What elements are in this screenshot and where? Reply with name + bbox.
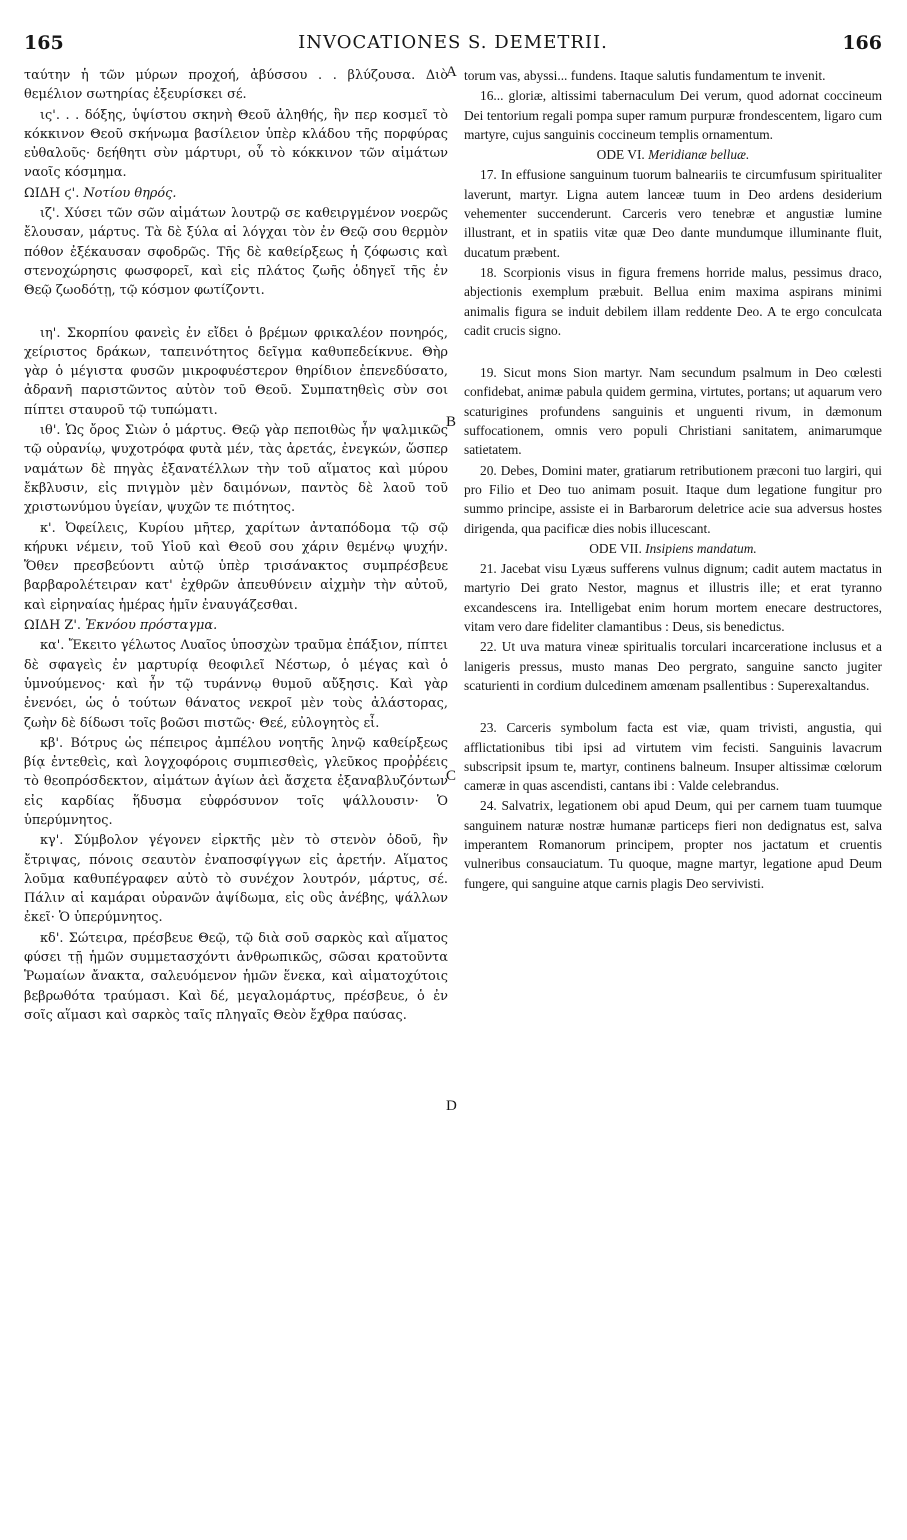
greek-para-16: ις'. . . δόξης, ὑψίστου σκηνὴ Θεοῦ ἀληθής, ἣν περ κοσμεῖ τὸ κόκκινον Θεοῦ σκήνωμα βασίλειον ὑπὲρ κλάδου τῆς πορφύρας εὐθαλοῦς· δεήθητι σὺν μάρτυρι, οὗ τὸ κόκκινον τῶν αἱμάτων ναοῖς κόσμημα. [24,107,448,181]
latin-para-17: 17. In effusione sanguinum tuorum balneariis te circumfusum spiritualiter laverunt, martyr. Ligna autem lanceæ tuum in Deo ardens desiderium vehementer succenderunt. Carceris vero tenebræ et angustiæ lumine illustrant, et in spatiis vitæ quæ Deo dante mundumque illuminante fluit, ducatum præbent. [464,167,882,260]
greek-ode-7-heading [24,616,448,635]
margin-marker-c: C [446,768,457,784]
latin-para-16: 16... gloriæ, altissimi tabernaculum Dei verum, quod adornat coccineum Dei tentorium regali pompa super ramum purpuræ frondescentem, ligaro cum martyre, cujus sanguinis coccineum templis ornamentum. [464,88,882,142]
greek-ode-7-title: ΩΙΔΗ Ζ'. [24,618,82,634]
latin-ode-7-heading [464,539,882,558]
latin-ode-7-subtitle: Insipiens mandatum. [645,540,757,556]
greek-para-18: ιη'. Σκορπίου φανεὶς ἐν εἴδει ὁ βρέμων φρικαλέον πονηρός, χείριστος δράκων, ταπεινότητος δεῖγμα καθυπεδείκνυε. Θὴρ γὰρ ὁ μέγιστα φυσῶν μικροφυέστερον θηρίδιον ἐπενεδύσατο, ἀδρανῆ παριστῶντος αὐτὸν τοῦ Θεοῦ. Συμπατηθεὶς σὺν σοι πίπτει σταυροῦ τῷ τυπώματι. [24,325,448,418]
latin-para-23: 23. Carceris symbolum facta est viæ, quam trivisti, angustia, qui afflictationibus tibi ipsi ad virtutem vim fecisti. Sanguinis lavacrum subscripsit ipsum te, martyr, continens balneum. Insuper altissimæ cœlorum cameræ in quas ascendisti, cantans ibi : Valde celebrandus. [464,720,882,794]
page-number-right: 166 [842,32,882,54]
greek-para-20: κ'. Ὀφείλεις, Κυρίου μῆτερ, χαρίτων ἀνταπόδομα τῷ σῷ κήρυκι νέμειν, τοῦ Υἱοῦ καὶ Θεοῦ σου χάριν θεμένῳ ψυχήν. Ὅθεν πρεσβεύοντι αὐτῷ ὑπὲρ τρισάνακτος συμπρέσβευε βαρβαρολέτειραν κατ' ἐχθρῶν ἀπευθύνειν αἰχμὴν τὴν αὐτοῦ, καὶ εἰρηναίας ἡμέρας ἡμῖν ἐναυγάζεσθαι. [24,520,448,613]
greek-para-21: κα'. Ἔκειτο γέλωτος Λυαῖος ὑποσχὼν τραῦμα ἐπάξιον, πίπτει δὲ σφαγεὶς ἐν μαρτυρίᾳ θεοφιλεῖ Νέστωρ, ὁ μέγας καὶ ὁ ὑμνούμενος· καὶ ἦν τῷ τυράννῳ θυμοῦ αὔξησις. Καὶ γὰρ ἐνενόει, ὡς ὁ τούτων θάνατος νεκροῖ μὲν τοὺς ἀλάστορας, ζωὴν δὲ δίδωσι τοῖς βοῶσι πιστῶς· Θεέ, εὐλογητὸς εἶ. [24,638,448,731]
running-title: INVOCATIONES S. DEMETRII. [298,32,608,53]
latin-para-19: 19. Sicut mons Sion martyr. Nam secundum psalmum in Deo cœlesti confidebat, animæ pabula quidem germina, virtutes, portans; ut aquarum vero scaturigines profundens sanguinis et unguenti rivum, in dæmonum suffocationem, omnis vero populi Christiani sanitatem, animarumque satietatem. [464,365,882,458]
latin-ode-6-title: ODE VI. [596,147,645,163]
greek-ode-6-heading [24,184,448,203]
latin-column [464,66,882,894]
greek-column [24,66,448,1026]
greek-para-24: κδ'. Σώτειρα, πρέσβευε Θεῷ, τῷ διὰ σοῦ σαρκὸς καὶ αἵματος φύσει τῇ ἡμῶν συμμετασχόντι ἀνθρωπικῶς, σῶσαι κρατοῦντα Ῥωμαίων ἄνακτα, σαλευόμενον ἡμῶν ἕνεκα, καὶ αἱματοχύτοις βεβρωθότα τραύμασι. Καὶ δέ, μεγαλομάρτυς, πρέσβευε, ὁ ἐν σοῖς αἵμασι καὶ σαρκὸς ταῖς πληγαῖς Θεὸν ἔχθρα παύσας. [24,930,448,1023]
greek-ode-6-title: ΩΙΔΗ ϛ'. [24,185,80,201]
latin-para-24: 24. Salvatrix, legationem obi apud Deum, qui per carnem tuam tuumque sanguinem naturæ nostræ humanæ particeps fieri non dedignatus est, salva imperantem Romanorum principem, propter nos jactatum et cruentis vulneribus consauciatum. Tu quoque, magne martyr, legatione apud Deum fungere, qui sanguine atque carnis plagis Deo servivisti. [464,798,882,891]
latin-ode-6-heading [464,145,882,164]
running-header [24,32,882,58]
latin-para-0: torum vas, abyssi... fundens. Itaque salutis fundamentum te invenit. [464,68,826,83]
latin-ode-7-title: ODE VII. [589,540,642,556]
page-number-left: 165 [24,32,64,54]
greek-para-22: κβ'. Βότρυς ὡς πέπειρος ἀμπέλου νοητῆς ληνῷ καθείρξεως βίᾳ ἐντεθεὶς, καὶ λογχοφόροις συμπιεσθεὶς, γλεῦκος προῤῥέεις τὸ θεοπρόσδεκτον, αἱμάτων ἁγίων ἀεὶ ἄσχετα ἐξαναβλυζόντων εἰς καρδίας ἥδυσμα εὐφρόσυνον τοῖς ψάλλουσιν· Ὁ ὑπερύμνητος. [24,735,448,828]
greek-para-0: ταύτην ἡ τῶν μύρων προχοή, ἀβύσσου . . βλύζουσα. Διὸ θεμέλιον σωτηρίας ἐξευρίσκει σέ. [24,68,448,103]
margin-marker-b: B [446,414,457,430]
greek-para-23: κγ'. Σύμβολον γέγονεν εἱρκτῆς μὲν τὸ στενὸν ὁδοῦ, ἣν ἔτριψας, πόνοις σεαυτὸν ἐναποσφίγγων εἰς ἀρετήν. Αἵματος λοῦμα καθυπέγραφεν αὐτὸ τὸ συνέχον λουτρόν, μάρτυς, σέ. Πάλιν αἱ καμάραι οὐρανῶν ἀψίδωμα, εἰς οὓς ἀνέβης, ψάλλων ἐκεῖ· Ὁ ὑπερύμνητος. [24,833,448,926]
latin-para-18: 18. Scorpionis visus in figura fremens horride malus, pessimus draco, abjectionis exemplum præbuit. Bellua enim maxima aspirans minimi animalis figura se induit debilem illam reddente Deo. A te ergo conculcata cadit crucis signo. [464,264,882,338]
greek-ode-6-subtitle: Νοτίου θηρός. [83,185,177,201]
greek-para-17: ιζ'. Χύσει τῶν σῶν αἱμάτων λουτρῷ σε καθειργμένον νοερῶς ἔλουσαν, μάρτυς. Τὰ δὲ ξύλα αἱ λόγχαι τὸν ἐν Θεῷ σου θερμὸν πόθον ἐξέκαυσαν σφοδρῶς. Τῆς δὲ καθείρξεως ἡ ζόφωσις καὶ στενοχώρησις φωσφορεῖ, καὶ εἰς πλάτος ζωῆς ὁδηγεῖ τῆς ἐν Θεῷ ζωοδότῃ, τῷ κόσμον φωτίζοντι. [24,206,448,299]
margin-marker-a: A [446,64,457,80]
greek-para-19: ιθ'. Ὡς ὄρος Σιὼν ὁ μάρτυς. Θεῷ γὰρ πεποιθὼς ἦν ψαλμικῶς τῷ οὐρανίῳ, ψυχοτρόφα φυτὰ μέν, τὰς ἀρετάς, ἐνεγκών, ὥσπερ ναμάτων δὲ πηγὰς ἐξανατέλλων τὴν τοῦ αἵματος καὶ μύρου ἔκβλυσιν, εἰς πνιγμὸν μὲν δαιμόνων, παντὸς δὲ λαοῦ τοῦ χριστωνύμου ὑγείαν, ψυχῶν τε πιότητος. [24,423,448,516]
latin-para-20: 20. Debes, Domini mater, gratiarum retributionem præconi tuo largiri, qui pro Filio et Deo tuo animam posuit. Itaque dum legatione fungitur pro summo principe, assiste ei in Barbarorum deletrice acie sua adversus hostes dirigenda, qua pacificæ dies nobis illucescant. [464,462,882,536]
latin-ode-6-subtitle: Meridianæ belluæ. [648,147,750,163]
margin-marker-d: D [446,1098,457,1114]
latin-para-22: 22. Ut uva matura vineæ spiritualis torculari incarceratione inclusus et a lanigeris pressus, musto manas Deo pergrato, sanguine sancto jugiter scaturienti in cordium dulcedinem amœnam psallentibus : Superexaltandus. [464,639,882,693]
greek-ode-7-subtitle: Ἐκνόου πρόσταγμα. [85,618,218,634]
latin-para-21: 21. Jacebat visu Lyæus sufferens vulnus dignum; cadit autem mactatus in martyrio Dei grato Nestor, magnus et illustris ille; et erat tyranno excandescens ira. Intelligebat enim horum mortem enecare destructores, vitam vero dare fideliter clamantibus : Deus, sis benedictus. [464,561,882,635]
